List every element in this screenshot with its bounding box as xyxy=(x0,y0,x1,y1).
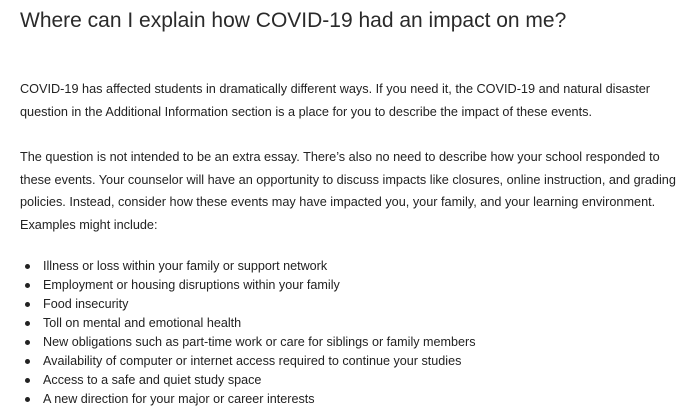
list-item xyxy=(20,314,476,333)
list-item xyxy=(20,295,476,314)
list-item xyxy=(20,276,476,295)
examples-list xyxy=(20,257,476,409)
list-item xyxy=(20,371,476,390)
bullet-icon xyxy=(25,283,30,288)
list-item-text: A new direction for your major or career interests xyxy=(43,392,315,406)
bullet-icon xyxy=(25,359,30,364)
bullet-icon xyxy=(25,321,30,326)
bullet-icon xyxy=(25,264,30,269)
list-item-text: Availability of computer or internet access required to continue your studies xyxy=(43,354,462,368)
list-item xyxy=(20,333,476,352)
list-item xyxy=(20,257,476,276)
intro-paragraph: COVID-19 has affected students in dramatically different ways. If you need it, the COVID-19 and natural disaster question in the Additional Information section is a place for you to describe the impact of these events. xyxy=(20,82,651,119)
bullet-icon xyxy=(25,397,30,402)
list-item-text: New obligations such as part-time work or care for siblings or family members xyxy=(43,335,476,349)
guidance-paragraph: The question is not intended to be an extra essay. There’s also no need to describe how your school responded to these events. Your counselor will have an opportunity to discuss impacts like closures, online instruction, and grading policies. Instead, consider how these events may have impacted you, your family, and your learning environment. Examples might include: xyxy=(20,150,676,232)
list-item-text: Food insecurity xyxy=(43,297,129,311)
bullet-icon xyxy=(25,302,30,307)
bullet-icon xyxy=(25,378,30,383)
list-item xyxy=(20,352,476,371)
list-item-text: Illness or loss within your family or support network xyxy=(43,259,328,273)
bullet-icon xyxy=(25,340,30,345)
list-item-text: Employment or housing disruptions within your family xyxy=(43,278,340,292)
list-item xyxy=(20,390,476,409)
list-item-text: Access to a safe and quiet study space xyxy=(43,373,262,387)
page-title: Where can I explain how COVID-19 had an impact on me? xyxy=(20,9,567,32)
list-item-text: Toll on mental and emotional health xyxy=(43,316,242,330)
